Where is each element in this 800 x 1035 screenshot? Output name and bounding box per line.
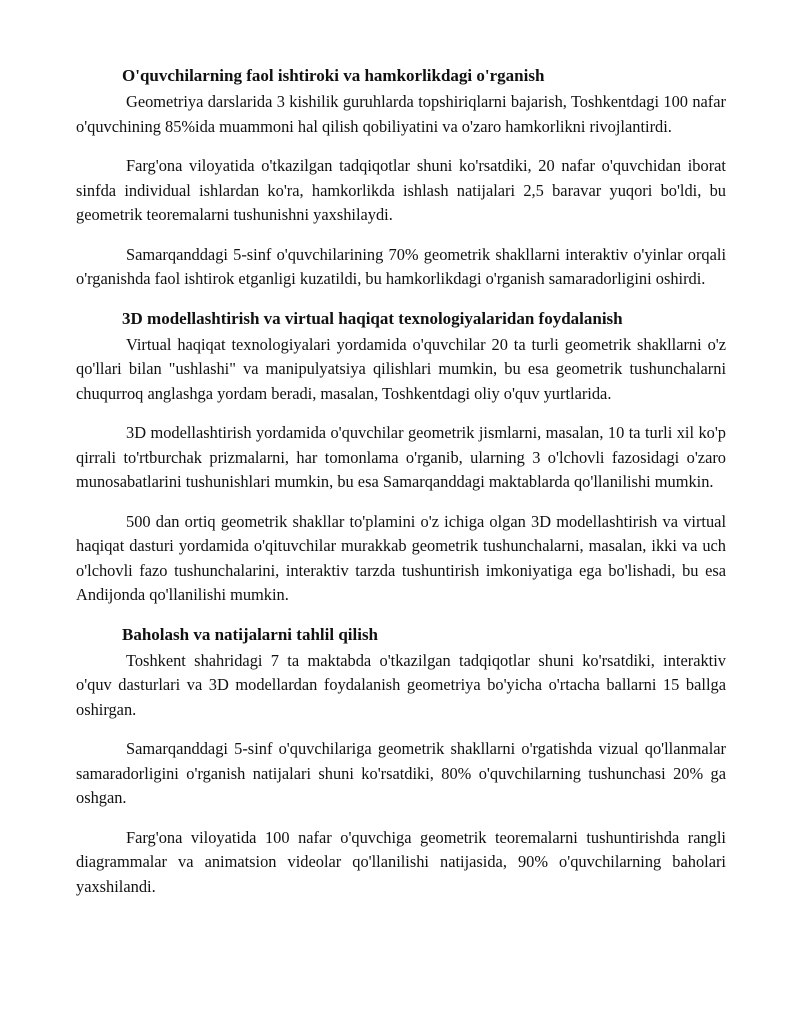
- paragraph: Toshkent shahridagi 7 ta maktabda o'tkazilgan tadqiqotlar shuni ko'rsatdiki, interaktiv o'quv dasturlari va 3D modellardan foydalanish geometriya bo'yicha o'rtacha ballarni 15 ballga oshirgan.: [76, 650, 726, 719]
- paragraph: Virtual haqiqat texnologiyalari yordamida o'quvchilar 20 ta turli geometrik shakllarni o'z qo'llari bilan "ushlashi" va manipulyatsiya qilishlari mumkin, bu esa geometrik tushunchalarni chuqurroq anglashga yordam beradi, masalan, Toshkentdagi oliy o'quv yurtlarida.: [76, 334, 726, 403]
- section-assessment: [76, 625, 726, 900]
- section-heading: 3D modellashtirish va virtual haqiqat texnologiyalaridan foydalanish: [122, 308, 623, 328]
- section-active-participation: [76, 66, 726, 292]
- paragraph: Samarqanddagi 5-sinf o'quvchilariga geometrik shakllarni o'rgatishda vizual qo'llanmalar samaradorligini o'rganish natijalari shuni ko'rsatdiki, 80% o'quvchilarning tushunchasi 20% ga oshgan.: [76, 739, 726, 807]
- section-heading: Baholash va natijalarni tahlil qilish: [122, 624, 379, 644]
- section-heading: O'quvchilarning faol ishtiroki va hamkorlikdagi o'rganish: [122, 66, 545, 85]
- section-3d-vr: [76, 309, 726, 608]
- paragraph: Farg'ona viloyatida 100 nafar o'quvchiga geometrik teoremalarni tushuntirishda rangli diagrammalar va animatsion videolar qo'llanilishi natijasida, 90% o'quvchilarning baholari yaxshilandi.: [76, 827, 726, 896]
- paragraph: Geometriya darslarida 3 kishilik guruhlarda topshiriqlarni bajarish, Toshkentdagi 100 nafar o'quvchining 85%ida muammoni hal qilish qobiliyatini va o'zaro hamkorlikni rivojlantirdi.: [76, 92, 726, 136]
- paragraph: Farg'ona viloyatida o'tkazilgan tadqiqotlar shuni ko'rsatdiki, 20 nafar o'quvchidan iborat sinfda individual ishlardan ko'ra, hamkorlikda ishlash natijalari 2,5 baravar yuqori bo'ldi, bu geometrik teoremalarni tushunishni yaxshilaydi.: [76, 156, 726, 224]
- paragraph: Samarqanddagi 5-sinf o'quvchilarining 70% geometrik shakllarni interaktiv o'yinlar orqali o'rganishda faol ishtirok etganligi kuzatildi, bu hamkorlikdagi o'rganish samaradorligini oshirdi.: [76, 244, 726, 288]
- paragraph: 500 dan ortiq geometrik shakllar to'plamini o'z ichiga olgan 3D modellashtirish va virtual haqiqat dasturi yordamida o'qituvchilar murakkab geometrik tushunchalarni, masalan, ikki va uch o'lchovli fazo tushunchalarini, interaktiv tarzda tushuntirish imkoniyatiga ega bo'lishadi, bu esa Andijonda qo'llanilishi mumkin.: [76, 511, 726, 604]
- paragraph: 3D modellashtirish yordamida o'quvchilar geometrik jismlarni, masalan, 10 ta turli xil ko'p qirrali to'rtburchak prizmalarni, har tomonlama o'rganib, ularning 3 o'lchovli fazosidagi o'zaro munosabatlarini tushunishlari mumkin, bu esa Samarqanddagi maktablarda qo'llanilishi mumkin.: [76, 423, 726, 491]
